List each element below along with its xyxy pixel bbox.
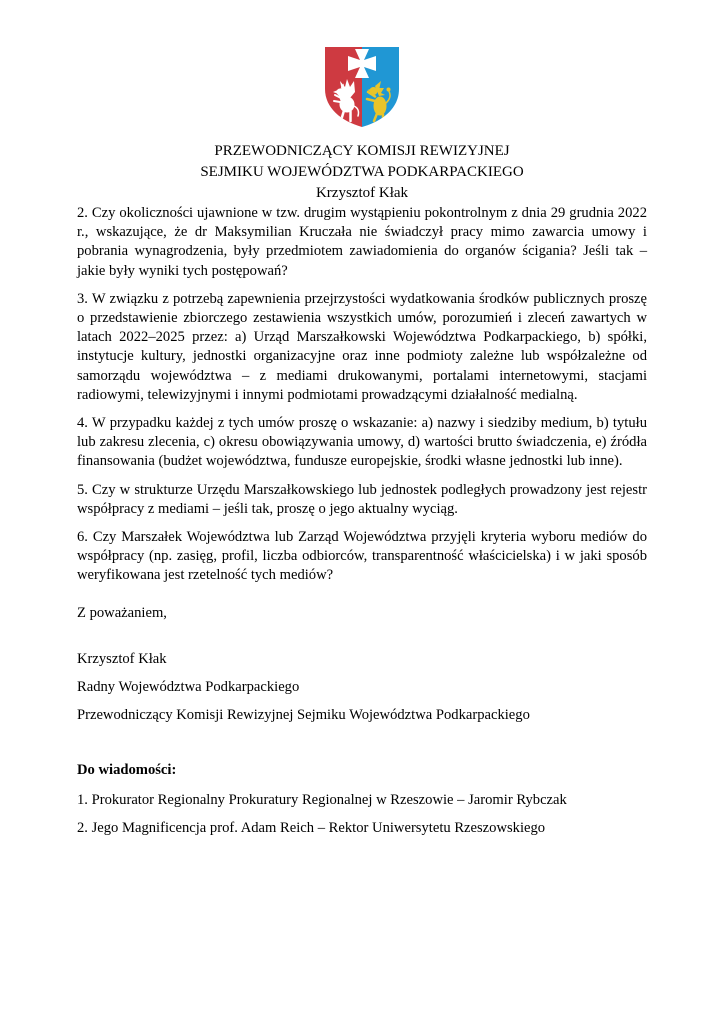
coat-of-arms	[322, 45, 402, 129]
cc-item: 2. Jego Magnificencja prof. Adam Reich – Rektor Uniwersytetu Rzeszowskiego	[77, 819, 546, 836]
letterhead-author-name: Krzysztof Kłak	[315, 185, 409, 201]
body-paragraph: 5. Czy w strukturze Urzędu Marszałkowskiego lub jednostek podległych prowadzony jest rejestr współpracy z mediami – jeśli tak, proszę o jego aktualny wyciąg.	[77, 481, 647, 517]
signature-title-1: Radny Województwa Podkarpackiego	[77, 679, 300, 696]
closing-block	[77, 604, 647, 726]
body-paragraph: 3. W związku z potrzebą zapewnienia przejrzystości wydatkowania środków publicznych proszę o przedstawienie zbiorczego zestawienia wszystkich umów, porozumień i zleceń zawartych w latach 2022–2025 przez: a) Urząd Marszałkowski Województwa Podkarpackiego, b) spółki, instytucje kultury, jednostki organizacyjne oraz inne podmioty zależne lub współzależne od samorządu województwa – z mediami drukowanymi, portalami internetowymi, stacjami radiowymi, telewizyjnymi i innymi podmiotami prowadzącymi działalność medialną.	[77, 290, 647, 403]
body-paragraph: 4. W przypadku każdej z tych umów proszę o wskazanie: a) nazwy i siedziby medium, b) tytułu lub zakresu zlecenia, c) okresu obowiązywania umowy, d) wartości brutto świadczenia, e) źródła finansowania (budżet województwa, fundusze europejskie, środki własne jednostki lub inne).	[77, 415, 647, 470]
letter-body	[77, 204, 647, 586]
letterhead-office-line-2: SEJMIKU WOJEWÓDZTWA PODKARPACKIEGO	[200, 164, 524, 180]
signature-title-2: Przewodniczący Komisji Rewizyjnej Sejmiku Województwa Podkarpackiego	[77, 707, 530, 724]
salutation: Z poważaniem,	[77, 604, 167, 621]
letterhead-office-line-1: PRZEWODNICZĄCY KOMISJI REWIZYJNEJ	[214, 143, 510, 159]
cc-item: 1. Prokurator Regionalny Prokuratury Regionalnej w Rzeszowie – Jaromir Rybczak	[77, 791, 567, 808]
cc-label: Do wiadomości:	[77, 762, 177, 779]
letterhead	[0, 141, 724, 204]
body-paragraph: 2. Czy okoliczności ujawnione w tzw. drugim wystąpieniu pokontrolnym z dnia 29 grudnia 2022 r., wskazujące, że dr Maksymilian Kruczała nie świadczył pracy mimo zawarcia umowy i pobrania wynagrodzenia, były przedmiotem zawiadomienia do organów ścigania? Jeśli tak – jakie były wyniki tych postępowań?	[77, 205, 647, 279]
cc-block	[77, 761, 647, 838]
signature-name: Krzysztof Kłak	[77, 650, 167, 667]
body-paragraph: 6. Czy Marszałek Województwa lub Zarząd Województwa przyjęli kryteria wyboru mediów do współpracy (np. zasięg, profil, liczba odbiorców, transparentność właścicielska) i w jaki sposób weryfikowana jest rzetelność tych mediów?	[77, 529, 647, 584]
coat-of-arms-icon	[322, 45, 402, 129]
